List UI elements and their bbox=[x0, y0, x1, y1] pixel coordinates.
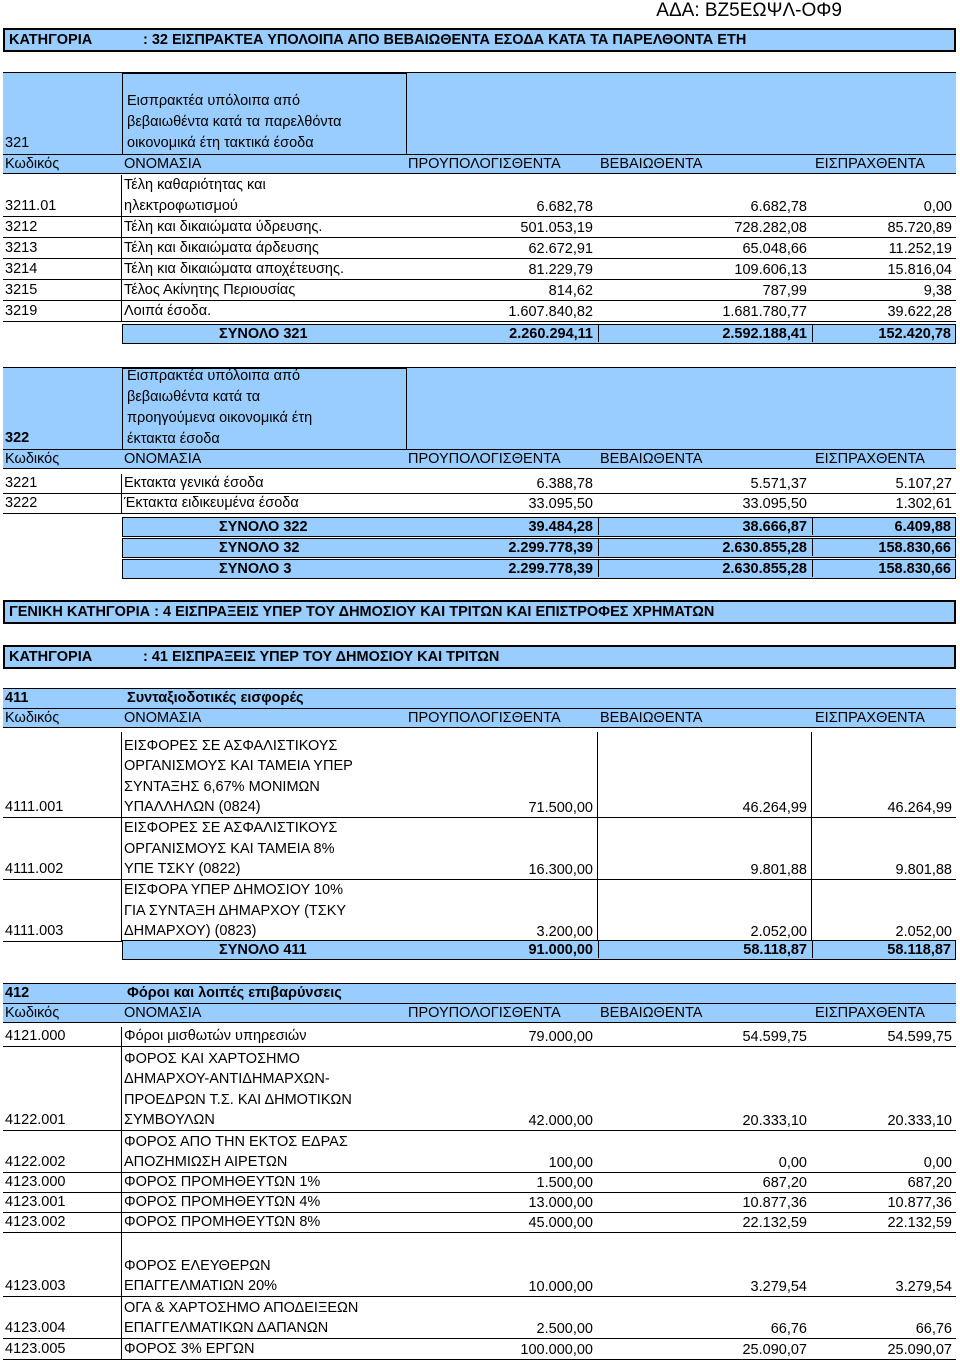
row-name: Τέλη και δικαιώματα άρδευσης bbox=[124, 240, 319, 256]
row-code: 4111.003 bbox=[5, 923, 64, 939]
collected-value: 11.252,19 bbox=[888, 241, 952, 257]
total-collected: 152.420,78 bbox=[878, 326, 951, 342]
column-header-row bbox=[3, 708, 956, 728]
row-name: ΥΠΕ ΤΣΚΥ (0822) bbox=[124, 861, 241, 877]
header-name: ΟΝΟΜΑΣΙΑ bbox=[124, 156, 202, 172]
certified-value: 66,76 bbox=[770, 1321, 807, 1337]
certified-value: 2.052,00 bbox=[750, 924, 807, 940]
total-collected: 158.830,66 bbox=[878, 561, 951, 577]
header-certified: ΒΕΒΑΙΩΘΕΝΤΑ bbox=[600, 156, 703, 172]
group-title-line: έκτακτα έσοδα bbox=[127, 431, 220, 447]
header-collected: ΕΙΣΠΡΑΧΘΕΝΤΑ bbox=[815, 1005, 925, 1021]
row-name: ΟΓΑ & ΧΑΡΤΟΣΗΜΟ ΑΠΟΔΕΙΞΕΩΝ bbox=[124, 1299, 359, 1316]
row-name: ΔΗΜΑΡΧΟΥ) (0823) bbox=[124, 923, 257, 939]
row-name: Έκτακτα ειδικευμένα έσοδα bbox=[124, 495, 299, 511]
category-label: ΚΑΤΗΓΟΡΙΑ bbox=[9, 32, 93, 48]
collected-value: 3.279,54 bbox=[895, 1279, 952, 1295]
row-code: 4123.001 bbox=[5, 1194, 66, 1210]
header-code: Κωδικός bbox=[5, 710, 60, 726]
total-budget: 39.484,28 bbox=[528, 519, 593, 535]
divider bbox=[121, 1173, 122, 1193]
divider bbox=[121, 301, 122, 322]
row-code: 3212 bbox=[5, 219, 38, 235]
divider bbox=[121, 238, 122, 259]
certified-value: 0,00 bbox=[778, 1155, 807, 1171]
certified-value: 46.264,99 bbox=[742, 800, 807, 816]
collected-value: 46.264,99 bbox=[887, 800, 952, 816]
collected-value: 22.132,59 bbox=[887, 1215, 952, 1231]
row-name: ΠΡΟΕΔΡΩΝ Τ.Σ. ΚΑΙ ΔΗΜΟΤΙΚΩΝ bbox=[124, 1091, 352, 1108]
collected-value: 2.052,00 bbox=[895, 924, 952, 940]
row-code: 3222 bbox=[5, 495, 38, 511]
row-name: Τέλος Ακίνητης Περιουσίας bbox=[124, 282, 296, 298]
row-name: ΔΗΜΑΡΧΟΥ-ΑΝΤΙΔΗΜΑΡΧΩΝ- bbox=[124, 1071, 330, 1087]
group-title-line: Εισπρακτέα υπόλοιπα από bbox=[127, 93, 301, 109]
budget-value: 100.000,00 bbox=[520, 1342, 593, 1358]
budget-value: 6.388,78 bbox=[536, 476, 593, 492]
certified-value: 1.681.780,77 bbox=[722, 304, 807, 320]
divider bbox=[121, 880, 122, 942]
collected-value: 1.302,61 bbox=[895, 496, 952, 512]
row-name: ΦΟΡΟΣ ΠΡΟΜΗΘΕΥΤΩΝ 8% bbox=[124, 1214, 321, 1230]
total-budget: 2.299.778,39 bbox=[508, 561, 593, 577]
header-budget: ΠΡΟΥΠΟΛΟΓΙΣΘΕΝΤΑ bbox=[408, 1005, 561, 1021]
header-budget: ΠΡΟΥΠΟΛΟΓΙΣΘΕΝΤΑ bbox=[408, 710, 561, 726]
group-title-box bbox=[3, 688, 956, 708]
budget-value: 1.607.840,82 bbox=[508, 304, 593, 320]
row-code: 3219 bbox=[5, 303, 38, 319]
group-title-line: οικονομικά έτη τακτικά έσοδα bbox=[127, 135, 314, 151]
divider bbox=[121, 818, 122, 880]
budget-value: 1.500,00 bbox=[536, 1175, 593, 1191]
group-title-box bbox=[3, 72, 956, 154]
budget-value: 42.000,00 bbox=[528, 1113, 593, 1129]
row-code: 3215 bbox=[5, 282, 38, 298]
total-collected: 58.118,87 bbox=[887, 942, 951, 958]
total-certified: 38.666,87 bbox=[742, 519, 807, 535]
total-budget: 2.299.778,39 bbox=[508, 540, 593, 556]
total-certified: 2.592.188,41 bbox=[722, 326, 807, 342]
header-name: ΟΝΟΜΑΣΙΑ bbox=[124, 451, 202, 467]
total-row bbox=[122, 517, 956, 537]
group-title: Φόροι και λοιπές επιβαρύνσεις bbox=[127, 985, 342, 1001]
group-title-line: βεβαιωθέντα κατά τα παρελθόντα bbox=[127, 114, 342, 130]
category-41-bar bbox=[3, 645, 956, 669]
row-code: 4122.002 bbox=[5, 1154, 66, 1170]
total-row bbox=[122, 324, 956, 344]
group-title-box bbox=[3, 367, 956, 449]
row-code: 4111.002 bbox=[5, 861, 64, 877]
row-name: ΦΟΡΟΣ ΕΛΕΥΘΕΡΩΝ bbox=[124, 1257, 271, 1274]
divider bbox=[121, 1027, 122, 1047]
collected-value: 687,20 bbox=[907, 1175, 952, 1191]
collected-value: 9,38 bbox=[923, 283, 952, 299]
row-name: ΦΟΡΟΣ ΑΠΟ ΤΗΝ ΕΚΤΟΣ ΕΔΡΑΣ bbox=[124, 1133, 348, 1150]
divider bbox=[121, 732, 122, 818]
header-code: Κωδικός bbox=[5, 1005, 60, 1021]
row-name: ΟΡΓΑΝΙΣΜΟΥΣ ΚΑΙ ΤΑΜΕΙΑ 8% bbox=[124, 840, 335, 857]
budget-value: 10.000,00 bbox=[528, 1279, 593, 1295]
collected-value: 9.801,88 bbox=[895, 862, 952, 878]
budget-value: 62.672,91 bbox=[528, 241, 593, 257]
certified-value: 109.606,13 bbox=[734, 262, 807, 278]
divider bbox=[121, 1233, 122, 1297]
header-code: Κωδικός bbox=[5, 451, 60, 467]
column-header-row bbox=[3, 154, 956, 174]
row-name: ΦΟΡΟΣ ΚΑΙ ΧΑΡΤΟΣΗΜΟ bbox=[124, 1050, 300, 1067]
group-code: 322 bbox=[5, 430, 30, 446]
certified-value: 787,99 bbox=[762, 283, 807, 299]
category-label: ΚΑΤΗΓΟΡΙΑ bbox=[9, 649, 93, 665]
budget-value: 100,00 bbox=[548, 1155, 593, 1171]
collected-value: 10.877,36 bbox=[887, 1195, 952, 1211]
group-code: 412 bbox=[5, 985, 30, 1001]
budget-value: 3.200,00 bbox=[536, 924, 593, 940]
header-code: Κωδικός bbox=[5, 156, 60, 172]
column-header-row bbox=[3, 449, 956, 469]
budget-value: 501.053,19 bbox=[520, 220, 593, 236]
collected-value: 25.090,07 bbox=[887, 1342, 952, 1358]
certified-value: 10.877,36 bbox=[742, 1195, 807, 1211]
row-name: Τέλη καθαριότητας και bbox=[124, 177, 266, 193]
header-budget: ΠΡΟΥΠΟΛΟΓΙΣΘΕΝΤΑ bbox=[408, 451, 561, 467]
header-certified: ΒΕΒΑΙΩΘΕΝΤΑ bbox=[600, 710, 703, 726]
collected-value: 0,00 bbox=[923, 199, 952, 215]
row-name: Τέλη και δικαιώματα ύδρευσης. bbox=[124, 219, 323, 235]
header-certified: ΒΕΒΑΙΩΘΕΝΤΑ bbox=[600, 1005, 703, 1021]
row-name: Φόροι μισθωτών υπηρεσιών bbox=[124, 1028, 307, 1044]
divider bbox=[121, 259, 122, 280]
divider bbox=[121, 175, 122, 217]
row-name: Τέλη κια δικαιώματα αποχέτευσης. bbox=[124, 261, 344, 277]
row-code: 4123.003 bbox=[5, 1278, 66, 1294]
general-category-title: ΓΕΝΙΚΗ ΚΑΤΗΓΟΡΙΑ : 4 ΕΙΣΠΡΑΞΕΙΣ ΥΠΕΡ ΤΟΥ ΔΗΜΟΣΙΟΥ ΚΑΙ ΤΡΙΤΩΝ ΚΑΙ ΕΠΙΣΤΡΟΦΕΣ ΧΡΗΜΑΤΩΝ bbox=[9, 604, 715, 620]
row-name: ΦΟΡΟΣ ΠΡΟΜΗΘΕΥΤΩΝ 1% bbox=[124, 1174, 321, 1190]
divider bbox=[121, 1047, 122, 1131]
collected-value: 66,76 bbox=[915, 1321, 952, 1337]
certified-value: 728.282,08 bbox=[734, 220, 807, 236]
total-budget: 91.000,00 bbox=[528, 942, 593, 958]
row-code: 4123.005 bbox=[5, 1341, 66, 1357]
row-code: 3221 bbox=[5, 475, 38, 491]
budget-value: 33.095,50 bbox=[528, 496, 593, 512]
total-row bbox=[122, 538, 956, 558]
total-label: ΣΥΝΟΛΟ 32 bbox=[219, 540, 300, 556]
certified-value: 5.571,37 bbox=[750, 476, 807, 492]
divider bbox=[121, 1213, 122, 1233]
row-name: ΦΟΡΟΣ ΠΡΟΜΗΘΕΥΤΩΝ 4% bbox=[124, 1194, 321, 1210]
row-name: ΕΙΣΦΟΡΕΣ ΣΕ ΑΣΦΑΛΙΣΤΙΚΟΥΣ bbox=[124, 820, 338, 836]
header-name: ΟΝΟΜΑΣΙΑ bbox=[124, 710, 202, 726]
group-title-line: προηγούμενα οικονομικά έτη bbox=[127, 410, 313, 426]
total-collected: 6.409,88 bbox=[894, 519, 951, 535]
row-code: 4123.004 bbox=[5, 1320, 66, 1336]
divider bbox=[121, 1193, 122, 1213]
row-name: ΥΠΑΛΛΗΛΩΝ (0824) bbox=[124, 799, 261, 815]
row-name: Εκτακτα γενικά έσοδα bbox=[124, 475, 264, 491]
budget-value: 2.500,00 bbox=[536, 1321, 593, 1337]
certified-value: 65.048,66 bbox=[742, 241, 807, 257]
row-name: ΑΠΟΖΗΜΙΩΣΗ ΑΙΡΕΤΩΝ bbox=[124, 1154, 288, 1170]
total-row bbox=[122, 940, 956, 960]
header-collected: ΕΙΣΠΡΑΧΘΕΝΤΑ bbox=[815, 156, 925, 172]
category-32-bar bbox=[3, 28, 956, 52]
header-budget: ΠΡΟΥΠΟΛΟΓΙΣΘΕΝΤΑ bbox=[408, 156, 561, 172]
total-label: ΣΥΝΟΛΟ 321 bbox=[219, 326, 308, 342]
certified-value: 22.132,59 bbox=[742, 1215, 807, 1231]
group-title-line: βεβαιωθέντα κατά τα bbox=[127, 389, 261, 405]
total-collected: 158.830,66 bbox=[878, 540, 951, 556]
certified-value: 6.682,78 bbox=[750, 199, 807, 215]
header-certified: ΒΕΒΑΙΩΘΕΝΤΑ bbox=[600, 451, 703, 467]
row-code: 4122.001 bbox=[5, 1112, 66, 1128]
row-code: 3211.01 bbox=[5, 198, 57, 214]
certified-value: 687,20 bbox=[762, 1175, 807, 1191]
collected-value: 5.107,27 bbox=[895, 476, 952, 492]
budget-value: 814,62 bbox=[548, 283, 593, 299]
divider bbox=[121, 494, 122, 514]
row-name: ηλεκτροφωτισμού bbox=[124, 198, 238, 214]
row-code: 4111.001 bbox=[5, 799, 64, 815]
category-title: : 41 ΕΙΣΠΡΑΞΕΙΣ ΥΠΕΡ ΤΟΥ ΔΗΜΟΣΙΟΥ ΚΑΙ ΤΡΙΤΩΝ bbox=[143, 649, 500, 665]
collected-value: 20.333,10 bbox=[887, 1113, 952, 1129]
general-category-4-bar bbox=[3, 600, 956, 624]
total-label: ΣΥΝΟΛΟ 322 bbox=[219, 519, 308, 535]
row-name: ΕΠΑΓΓΕΛΜΑΤΙΚΩΝ ΔΑΠΑΝΩΝ bbox=[124, 1320, 329, 1336]
divider bbox=[121, 1297, 122, 1339]
budget-value: 79.000,00 bbox=[528, 1029, 593, 1045]
total-certified: 2.630.855,28 bbox=[722, 561, 807, 577]
row-name: ΦΟΡΟΣ 3% ΕΡΓΩΝ bbox=[124, 1341, 255, 1357]
column-header-row bbox=[3, 1003, 956, 1023]
certified-value: 9.801,88 bbox=[750, 862, 807, 878]
divider bbox=[121, 1131, 122, 1173]
total-row bbox=[122, 559, 956, 579]
row-name: Λοιπά έσοδα. bbox=[124, 303, 212, 319]
budget-value: 13.000,00 bbox=[528, 1195, 593, 1211]
row-name: ΓΙΑ ΣΥΝΤΑΞΗ ΔΗΜΑΡΧΟΥ (ΤΣΚΥ bbox=[124, 902, 347, 919]
budget-value: 16.300,00 bbox=[528, 862, 593, 878]
header-collected: ΕΙΣΠΡΑΧΘΕΝΤΑ bbox=[815, 710, 925, 726]
divider bbox=[121, 1339, 122, 1360]
total-certified: 58.118,87 bbox=[743, 942, 807, 958]
group-title: Συνταξιοδοτικές εισφορές bbox=[127, 690, 304, 706]
header-collected: ΕΙΣΠΡΑΧΘΕΝΤΑ bbox=[815, 451, 925, 467]
collected-value: 0,00 bbox=[923, 1155, 952, 1171]
collected-value: 54.599,75 bbox=[887, 1029, 952, 1045]
divider bbox=[121, 474, 122, 494]
total-label: ΣΥΝΟΛΟ 411 bbox=[219, 942, 307, 958]
group-code: 411 bbox=[5, 690, 29, 706]
collected-value: 39.622,28 bbox=[887, 304, 952, 320]
row-code: 4123.002 bbox=[5, 1214, 66, 1230]
budget-value: 71.500,00 bbox=[528, 800, 593, 816]
row-code: 3214 bbox=[5, 261, 38, 277]
certified-value: 20.333,10 bbox=[742, 1113, 807, 1129]
group-code: 321 bbox=[5, 135, 30, 151]
row-name: ΟΡΓΑΝΙΣΜΟΥΣ ΚΑΙ ΤΑΜΕΙΑ ΥΠΕΡ bbox=[124, 758, 353, 774]
budget-value: 45.000,00 bbox=[528, 1215, 593, 1231]
budget-value: 81.229,79 bbox=[528, 262, 593, 278]
divider bbox=[121, 217, 122, 238]
category-title: : 32 ΕΙΣΠΡΑΚΤΕΑ ΥΠΟΛΟΙΠΑ ΑΠΟ ΒΕΒΑΙΩΘΕΝΤΑ ΕΣΟΔΑ ΚΑΤΑ ΤΑ ΠΑΡΕΛΘΟΝΤΑ ΕΤΗ bbox=[143, 32, 747, 48]
row-name: ΕΙΣΦΟΡΕΣ ΣΕ ΑΣΦΑΛΙΣΤΙΚΟΥΣ bbox=[124, 737, 338, 754]
budget-value: 6.682,78 bbox=[536, 199, 593, 215]
certified-value: 33.095,50 bbox=[742, 496, 807, 512]
certified-value: 3.279,54 bbox=[750, 1279, 807, 1295]
document-id: ΑΔΑ: ΒΖ5ΕΩΨΛ-ΟΦ9 bbox=[656, 0, 842, 21]
certified-value: 25.090,07 bbox=[742, 1342, 807, 1358]
row-name: ΣΥΜΒΟΥΛΩΝ bbox=[124, 1112, 215, 1128]
total-certified: 2.630.855,28 bbox=[722, 540, 807, 556]
header-name: ΟΝΟΜΑΣΙΑ bbox=[124, 1005, 202, 1021]
certified-value: 54.599,75 bbox=[742, 1029, 807, 1045]
collected-value: 85.720,89 bbox=[887, 220, 952, 236]
row-name: ΣΥΝΤΑΞΗΣ 6,67% ΜΟΝΙΜΩΝ bbox=[124, 778, 320, 795]
group-title-line: Εισπρακτέα υπόλοιπα από bbox=[127, 368, 301, 384]
row-code: 4123.000 bbox=[5, 1174, 66, 1190]
row-name: ΕΠΑΓΓΕΛΜΑΤΙΩΝ 20% bbox=[124, 1278, 278, 1294]
row-code: 3213 bbox=[5, 240, 38, 256]
divider bbox=[121, 280, 122, 301]
total-budget: 2.260.294,11 bbox=[509, 326, 593, 342]
row-name: ΕΙΣΦΟΡΑ ΥΠΕΡ ΔΗΜΟΣΙΟΥ 10% bbox=[124, 882, 343, 898]
group-title-box bbox=[3, 983, 956, 1003]
collected-value: 15.816,04 bbox=[887, 262, 952, 278]
row-code: 4121.000 bbox=[5, 1028, 66, 1044]
total-label: ΣΥΝΟΛΟ 3 bbox=[219, 561, 292, 577]
